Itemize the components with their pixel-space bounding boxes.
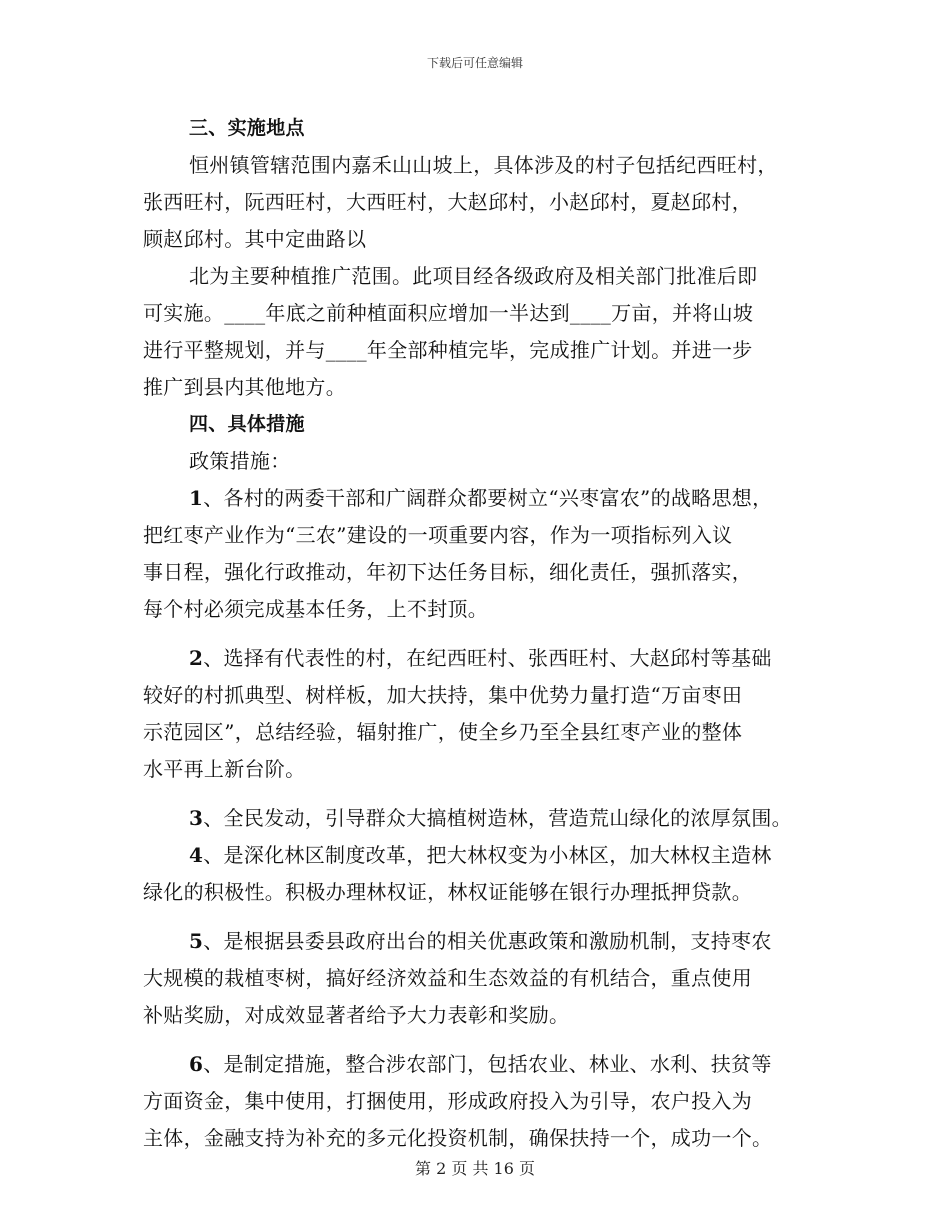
list-item [143, 480, 815, 517]
paragraph-line: 方面资金，集中使用，打捆使用，形成政府投入为引导，农户投入为 [143, 1089, 752, 1113]
paragraph-line: 水平再上新台阶。 [143, 757, 306, 781]
paragraph-line: 进行平整规划，并与____年全部种植完毕，完成推广计划。并进一步 [143, 338, 753, 362]
list-item [143, 800, 815, 837]
page-header: 下载后可任意编辑 [426, 56, 523, 70]
section-heading: 三、实施地点 [189, 117, 305, 139]
section-heading: 四、具体措施 [189, 413, 305, 435]
paragraph-line: 推广到县内其他地方。 [143, 375, 346, 399]
paragraph-line: 顾赵邱村。其中定曲路以 [143, 227, 367, 251]
item-number: 4 [189, 843, 204, 867]
list-item [143, 640, 815, 677]
paragraph-line: 可实施。____年底之前种植面积应增加一半达到____万亩，并将山坡 [143, 301, 754, 325]
paragraph-line: 政策措施： [189, 449, 291, 473]
paragraph-line: 较好的村抓典型、树样板，加大扶持，集中优势力量打造“万亩枣田 [143, 683, 743, 707]
item-text: 、选择有代表性的村，在纪西旺村、张西旺村、大赵邱村等基础 [203, 646, 772, 670]
paragraph-line: 把红枣产业作为“三农”建设的一项重要内容，作为一项指标列入议 [143, 523, 733, 547]
paragraph-line: 每个村必须完成基本任务，上不封顶。 [143, 597, 489, 621]
item-number: 3 [189, 806, 204, 830]
item-number: 2 [189, 646, 204, 670]
paragraph-line: 事日程，强化行政推动，年初下达任务目标，细化责任，强抓落实， [143, 560, 752, 584]
paragraph-line: 主体，金融支持为补充的多元化投资机制，确保扶持一个，成功一个。 [143, 1126, 773, 1150]
item-text: 、是根据县委县政府出台的相关优惠政策和激励机制，支持枣农 [203, 929, 772, 953]
paragraph-line: 大规模的栽植枣树，搞好经济效益和生态效益的有机结合，重点使用 [143, 966, 752, 990]
paragraph-line: 示范园区”，总结经验，辐射推广，使全乡乃至全县红枣产业的整体 [143, 720, 743, 744]
list-item [143, 837, 815, 874]
page-footer: 第 2 页 共 16 页 [415, 1159, 535, 1178]
paragraph-line: 北为主要种植推广范围。此项目经各级政府及相关部门批准后即 [189, 264, 758, 288]
item-text: 、全民发动，引导群众大搞植树造林，营造荒山绿化的浓厚氛围。 [203, 806, 792, 830]
list-item [143, 1046, 815, 1083]
paragraph-line: 补贴奖励，对成效显著者给予大力表彰和奖励。 [143, 1003, 570, 1027]
item-text: 、是深化林区制度改革，把大林权变为小林区，加大林权主造林 [203, 843, 772, 867]
item-text: 、是制定措施，整合涉农部门，包括农业、林业、水利、扶贫等 [203, 1052, 772, 1076]
item-number: 5 [189, 929, 204, 953]
item-number: 1 [189, 486, 204, 510]
item-number: 6 [189, 1052, 204, 1076]
list-item [143, 923, 815, 960]
paragraph-line: 张西旺村，阮西旺村，大西旺村，大赵邱村，小赵邱村，夏赵邱村， [143, 190, 752, 214]
document-body [143, 110, 815, 1157]
paragraph-line: 恒州镇管辖范围内嘉禾山山坡上，具体涉及的村子包括纪西旺村， [189, 153, 778, 177]
paragraph-line: 绿化的积极性。积极办理林权证，林权证能够在银行办理抵押贷款。 [143, 880, 752, 904]
item-text: 、各村的两委干部和广阔群众都要树立“兴枣富农”的战略思想， [203, 486, 773, 510]
